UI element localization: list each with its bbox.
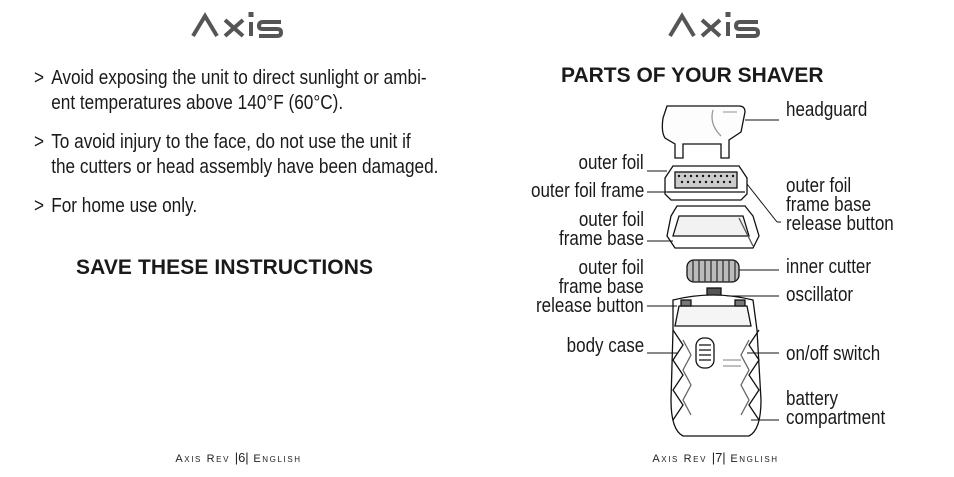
label-outer-foil: outer foil — [578, 152, 644, 174]
body-case-part — [671, 295, 761, 436]
page-footer: Axis Rev |7| English — [652, 450, 779, 465]
on-off-switch-part — [696, 338, 714, 368]
label-body-case: body case — [566, 335, 644, 357]
label-battery-compartment: battery compartment — [786, 388, 886, 429]
save-instructions-heading: SAVE THESE INSTRUCTIONS — [76, 256, 374, 279]
headguard-part — [662, 106, 745, 158]
page-number: |6| — [234, 450, 249, 465]
label-outer-foil-frame: outer foil frame — [530, 180, 644, 202]
label-release-button-left: outer foil frame base release button — [536, 257, 644, 317]
list-item: > For home use only. — [34, 195, 198, 217]
outer-foil-frame-part — [665, 166, 747, 200]
label-release-button-right: outer foil frame base release button — [786, 175, 894, 235]
page-number: |7| — [711, 450, 726, 465]
label-oscillator: oscillator — [786, 284, 854, 306]
right-page — [477, 0, 954, 477]
warning-list — [34, 66, 464, 233]
list-item: > To avoid injury to the face, do not use the unit if the cutters or head assembly have been damaged. — [34, 131, 439, 178]
axis-logo — [0, 8, 477, 44]
label-on-off-switch: on/off switch — [786, 343, 881, 365]
inner-cutter-part — [687, 260, 739, 282]
outer-foil-frame-base-part — [667, 206, 759, 248]
list-item: > Avoid exposing the unit to direct sunlight or ambi- ent temperatures above 140°F (60°C). — [34, 67, 427, 114]
label-outer-foil-frame-base: outer foil frame base — [558, 209, 644, 250]
label-inner-cutter: inner cutter — [786, 256, 872, 278]
axis-logo-icon — [189, 8, 289, 40]
page-footer: Axis Rev |6| English — [175, 450, 302, 465]
label-headguard: headguard — [786, 99, 868, 121]
parts-title: PARTS OF YOUR SHAVER — [561, 64, 824, 87]
